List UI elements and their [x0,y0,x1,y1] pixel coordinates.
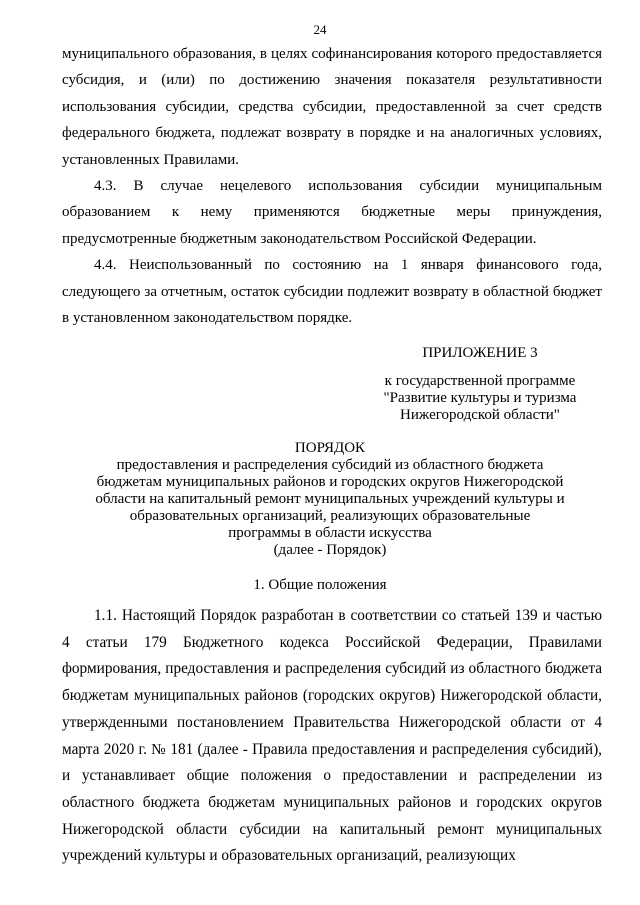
paragraph-continuation: муниципального образования, в целях софинансирования которого предоставляется субсидия, и (или) по достижению значения показателя результативности использования субсидии, средства субсидии, предоставленной за счет средств федерального бюджета, подлежат возврату в порядке и на аналогичных условиях, установленных Правилами. [62,46,602,168]
appendix-line: к государственной программе [384,373,576,389]
order-heading: ПОРЯДОК [294,440,366,456]
paragraph-4-3: 4.3. В случае нецелевого использования субсидии муниципальным образованием к нему применяются бюджетные меры принуждения, предусмотренные бюджетным законодательством Российской Федерации. [62,178,602,247]
page-number: 24 [313,22,327,37]
order-title-line: предоставления и распределения субсидий из областного бюджета [116,457,544,473]
section-heading: 1. Общие положения [253,577,387,593]
paragraph-4-4: 4.4. Неиспользованный по состоянию на 1 января финансового года, следующего за отчетным, остаток субсидии подлежит возврату в областной бюджет в установленном законодательством порядке. [62,257,602,327]
order-title-line: программы в области искусства [228,525,432,541]
section-text [62,603,602,870]
order-title-line: области на капитальный ремонт муниципальных учреждений культуры и [95,491,565,507]
order-title-line: бюджетам муниципальных районов и городских округов Нижегородской [96,474,564,490]
appendix-line: "Развитие культуры и туризма [383,390,577,406]
appendix-reference [360,373,600,424]
order-title-line: (далее - Порядок) [273,542,387,558]
order-title-line: образовательных организаций, реализующих образовательные [129,508,531,524]
order-title [70,440,590,559]
intro-text [62,41,602,331]
appendix-title: ПРИЛОЖЕНИЕ 3 [422,345,538,361]
paragraph-1-1: 1.1. Настоящий Порядок разработан в соответствии со статьей 139 и частью 4 статьи 179 Бюджетного кодекса Российской Федерации, Правилами формирования, предоставления и распределения субсидий из областного бюджета бюджетам муниципальных районов (городских округов) Нижегородской области, утвержденными постановлением Правительства Нижегородской области от 4 марта 2020 г. № 181 (далее - Правила предоставления и распределения субсидий), и устанавливает общие положения о предоставлении и распределении из областного бюджета бюджетам муниципальных районов и городских округов Нижегородской области субсидии на капитальный ремонт муниципальных учреждений культуры и образовательных организаций, реализующих [62,607,602,865]
appendix-line: Нижегородской области" [400,407,560,423]
